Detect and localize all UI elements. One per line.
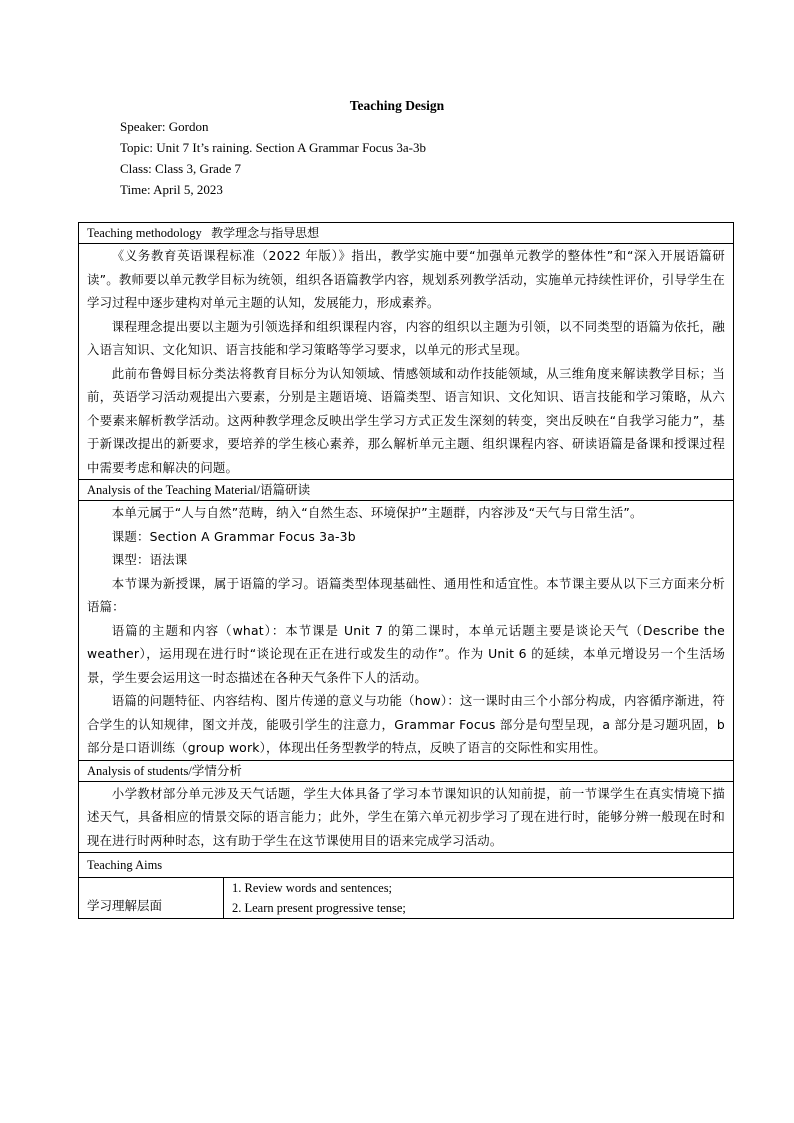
material-paragraph: 课题：Section A Grammar Focus 3a-3b	[111, 528, 356, 544]
students-body	[79, 781, 734, 853]
methodology-heading-en: Teaching methodology	[87, 226, 202, 240]
methodology-paragraph: 《义务教育英语课程标准（2022 年版）》指出，教学实施中要“加强单元教学的整体性”和“深入开展语篇研读”。教师要以单元教学目标为统领，组织各语篇教学内容，规划系列教学活动，实施单元持续性评价，引导学生在学习过程中逐步建构对单元主题的认知，发展能力，形成素养。	[87, 248, 725, 310]
teaching-design-table	[78, 222, 734, 919]
class-line: Class: Class 3, Grade 7	[120, 161, 241, 176]
material-paragraph: 本单元属于“人与自然”范畴，纳入“自然生态、环境保护”主题群，内容涉及“天气与日常生活”。	[111, 505, 643, 520]
material-paragraph: 语篇的问题特征、内容结构、图片传递的意义与功能（how）：这一课时由三个小部分构成，内容循序渐进，符合学生的认知规律，图文并茂，能吸引学生的注意力，Grammar Focus 部分是句型呈现，a 部分是习题巩固，b 部分是口语训练（group work），体现出任务型教学的特点，反映了语言的交际性和实用性。	[87, 693, 725, 755]
aims-heading: Teaching Aims	[79, 853, 734, 878]
methodology-heading-zh: 教学理念与指导思想	[211, 226, 320, 240]
methodology-paragraph: 课程理念提出要以主题为引领选择和组织课程内容，内容的组织以主题为引领，以不同类型的语篇为依托，融入语言知识、文化知识、语言技能和学习策略等学习要求，以单元的形式呈现。	[87, 318, 725, 357]
aims-row-label: 学习理解层面	[79, 878, 224, 919]
students-heading: Analysis of students/学情分析	[79, 760, 734, 781]
material-body	[79, 501, 734, 761]
time-line: Time: April 5, 2023	[120, 182, 223, 197]
aims-item: 2. Learn present progressive tense;	[232, 901, 406, 915]
topic-line: Topic: Unit 7 It’s raining. Section A Grammar Focus 3a-3b	[120, 140, 426, 155]
students-paragraph: 小学教材部分单元涉及天气话题，学生大体具备了学习本节课知识的认知前提，前一节课学生在真实情境下描述天气，具备相应的情景交际的语言能力；此外，学生在第六单元初步学习了现在进行时，能够分辨一般现在时和现在进行时两种时态，这有助于学生在这节课使用目的语来完成学习活动。	[87, 785, 725, 848]
material-heading: Analysis of the Teaching Material/语篇研读	[79, 480, 734, 501]
document-title: Teaching Design	[349, 98, 445, 113]
methodology-heading	[79, 223, 734, 244]
material-paragraph: 本节课为新授课，属于语篇的学习。语篇类型体现基础性、通用性和适宜性。本节课主要从以下三方面来分析语篇：	[87, 575, 725, 614]
speaker-line: Speaker: Gordon	[120, 119, 209, 134]
material-paragraph: 课型：语法课	[111, 552, 188, 567]
aims-items	[224, 878, 734, 919]
material-paragraph: 语篇的主题和内容（what）：本节课是 Unit 7 的第二课时，本单元话题主要是谈论天气（Describe the weather），运用现在进行时“谈论现在正在进行或发生的动作”。作为 Unit 6 的延续，本单元增设另一个生活场景，学生要会运用这一时态描述在各种天气条件下人的活动。	[87, 622, 725, 685]
methodology-body	[79, 244, 734, 480]
methodology-paragraph: 此前布鲁姆目标分类法将教育目标分为认知领域、情感领域和动作技能领域，从三维角度来解读教学目标；当前，英语学习活动观提出六要素，分别是主题语境、语篇类型、语言知识、文化知识、语言技能和学习策略，从六个要素来解析教学活动。这两种教学理念反映出学生学习方式正发生深刻的转变，突出反映在“自我学习能力”，基于新课改提出的新要求，要培养的学生核心素养，那么解析单元主题、组织课程内容、研读语篇是备课和授课过程中需要考虑和解决的问题。	[87, 365, 725, 475]
aims-item: 1. Review words and sentences;	[232, 881, 393, 895]
